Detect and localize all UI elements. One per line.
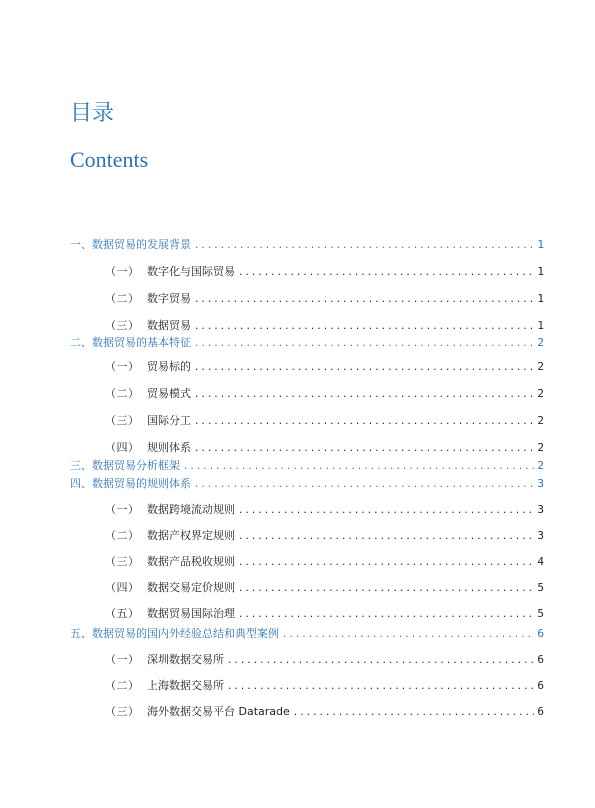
toc-entry-title: 国际分工 <box>147 414 191 427</box>
toc-entry-title: 数据贸易的规则体系 <box>92 477 191 490</box>
toc-entry-title: 数据贸易的国内外经验总结和典型案例 <box>92 627 279 640</box>
toc-title: 目录 <box>70 101 115 126</box>
toc-page-number: 6 <box>537 627 544 640</box>
toc-entry-number: （二） <box>105 387 140 400</box>
toc-subsection-entry[interactable] <box>105 580 544 596</box>
toc-dot-leader <box>238 265 534 281</box>
toc-entry-number: （五） <box>105 607 140 620</box>
toc-dot-leader <box>194 477 534 493</box>
toc-dot-leader <box>238 581 534 597</box>
toc-entry-title: 贸易标的 <box>147 360 191 373</box>
toc-dot-leader <box>238 607 534 623</box>
toc-dot-leader <box>293 705 535 721</box>
toc-entry-title: 数据贸易国际治理 <box>147 607 235 620</box>
toc-entry-number: （一） <box>105 360 140 373</box>
toc-page-number: 6 <box>537 705 544 718</box>
toc-dot-leader <box>194 360 534 376</box>
toc-subsection-entry[interactable] <box>105 359 544 375</box>
toc-entry-number: （一） <box>105 503 140 516</box>
toc-entry-number: （三） <box>105 555 140 568</box>
toc-entry-title: 数字贸易 <box>147 292 191 305</box>
toc-subsection-entry[interactable] <box>105 291 544 307</box>
toc-subsection-entry[interactable] <box>105 652 544 668</box>
toc-subsection-entry[interactable] <box>105 440 544 456</box>
toc-page-number: 1 <box>537 319 544 332</box>
toc-entry-title: 贸易模式 <box>147 387 191 400</box>
toc-entry-title: 深圳数据交易所 <box>147 653 224 666</box>
toc-entry-number: （一） <box>105 265 140 278</box>
toc-dot-leader <box>194 336 534 352</box>
toc-page-number: 6 <box>537 653 544 666</box>
toc-page-number: 5 <box>537 581 544 594</box>
toc-entry-number: （四） <box>105 441 140 454</box>
toc-page-number: 2 <box>537 336 544 349</box>
toc-dot-leader <box>183 459 534 475</box>
toc-entry-title: 规则体系 <box>147 441 191 454</box>
toc-section-entry[interactable] <box>70 626 544 642</box>
toc-page-number: 3 <box>537 529 544 542</box>
toc-dot-leader <box>238 555 534 571</box>
toc-entry-number: （二） <box>105 529 140 542</box>
toc-page-number: 3 <box>537 503 544 516</box>
toc-dot-leader <box>238 529 534 545</box>
toc-entry-title: 数据产权界定规则 <box>147 529 235 542</box>
toc-page-number: 1 <box>537 238 544 251</box>
toc-subtitle: Contents <box>70 147 149 172</box>
toc-dot-leader <box>227 679 534 695</box>
toc-page-number: 4 <box>537 555 544 568</box>
toc-dot-leader <box>238 503 534 519</box>
toc-entry-title: 数据贸易分析框架 <box>92 459 180 472</box>
toc-subsection-entry[interactable] <box>105 528 544 544</box>
toc-entry-number: 一、 <box>70 238 92 251</box>
toc-section-entry[interactable] <box>70 476 544 492</box>
toc-page-number: 6 <box>537 679 544 692</box>
toc-dot-leader <box>282 627 534 643</box>
toc-entry-number: （二） <box>105 292 140 305</box>
toc-dot-leader <box>194 238 534 254</box>
toc-dot-leader <box>194 292 534 308</box>
toc-subsection-entry[interactable] <box>105 318 544 334</box>
toc-dot-leader <box>194 319 534 335</box>
toc-entry-title: 数据贸易 <box>147 319 191 332</box>
toc-entry-title: 上海数据交易所 <box>147 679 224 692</box>
toc-entry-number: （二） <box>105 679 140 692</box>
toc-entry-number: 二、 <box>70 336 92 349</box>
toc-entry-number: （三） <box>105 319 140 332</box>
toc-subsection-entry[interactable] <box>105 606 544 622</box>
toc-dot-leader <box>227 653 534 669</box>
toc-dot-leader <box>194 414 534 430</box>
toc-page-number: 3 <box>537 477 544 490</box>
toc-subsection-entry[interactable] <box>105 502 544 518</box>
toc-entry-number: （三） <box>105 705 140 718</box>
toc-page-number: 2 <box>537 459 544 472</box>
toc-section-entry[interactable] <box>70 237 544 253</box>
toc-entry-number: 三、 <box>70 459 92 472</box>
toc-page-number: 2 <box>537 360 544 373</box>
toc-dot-leader <box>194 441 534 457</box>
toc-entry-title: 海外数据交易平台 Datarade <box>147 705 290 718</box>
toc-page-number: 2 <box>537 387 544 400</box>
toc-subsection-entry[interactable] <box>105 554 544 570</box>
toc-subsection-entry[interactable] <box>105 704 544 720</box>
toc-subsection-entry[interactable] <box>105 678 544 694</box>
toc-section-entry[interactable] <box>70 458 544 474</box>
toc-entry-title: 数据贸易的发展背景 <box>92 238 191 251</box>
toc-page-number: 1 <box>537 265 544 278</box>
toc-entry-title: 数据交易定价规则 <box>147 581 235 594</box>
toc-entry-title: 数据跨境流动规则 <box>147 503 235 516</box>
toc-page-number: 1 <box>537 292 544 305</box>
toc-subsection-entry[interactable] <box>105 264 544 280</box>
toc-subsection-entry[interactable] <box>105 386 544 402</box>
toc-page-number: 5 <box>537 607 544 620</box>
toc-dot-leader <box>194 387 534 403</box>
toc-entry-title: 数据产品税收规则 <box>147 555 235 568</box>
toc-entry-title: 数字化与国际贸易 <box>147 265 235 278</box>
toc-section-entry[interactable] <box>70 335 544 351</box>
toc-subsection-entry[interactable] <box>105 413 544 429</box>
toc-page-number: 2 <box>537 414 544 427</box>
toc-entry-number: （一） <box>105 653 140 666</box>
toc-entry-number: 五、 <box>70 627 92 640</box>
toc-entry-title: 数据贸易的基本特征 <box>92 336 191 349</box>
toc-entry-number: 四、 <box>70 477 92 490</box>
toc-page-number: 2 <box>537 441 544 454</box>
toc-entry-number: （四） <box>105 581 140 594</box>
toc-entry-number: （三） <box>105 414 140 427</box>
